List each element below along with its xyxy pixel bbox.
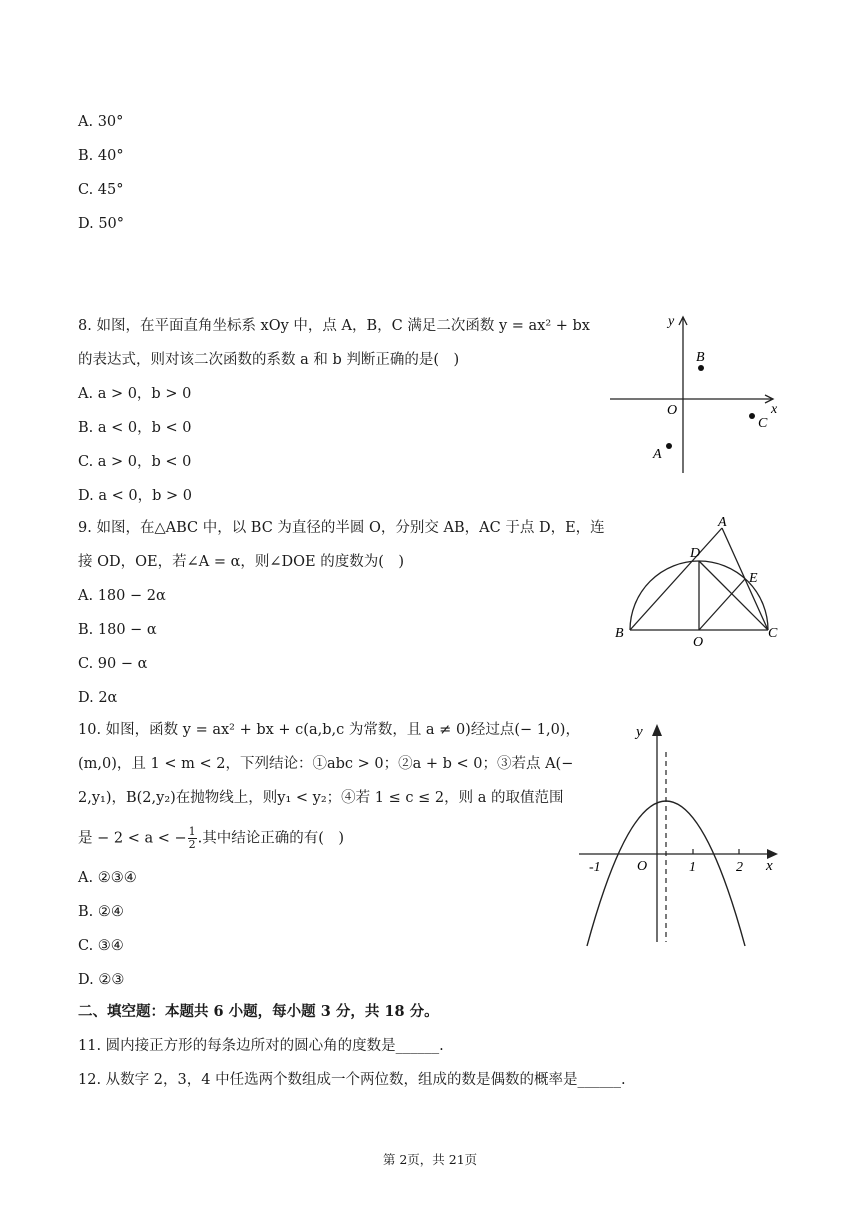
- q8-option-a: A. a > 0，b > 0: [78, 386, 192, 402]
- q9-point-c-label: C: [768, 626, 778, 641]
- q8-x-axis-label: x: [771, 402, 778, 417]
- q8-y-axis-label: y: [668, 314, 675, 329]
- q9-option-d: D. 2α: [78, 690, 118, 706]
- q10-stem-line2: (m,0)，且 1 < m < 2，下列结论：①abc > 0；②a + b < 0；③若点 A(−: [78, 756, 574, 772]
- q11-stem: 11. 圆内接正方形的每条边所对的圆心角的度数是______.: [78, 1038, 444, 1054]
- q10-stem-line1: 10. 如图，函数 y = ax² + bx + c(a,b,c 为常数，且 a ≠ 0)经过点(− 1,0)，: [78, 722, 580, 738]
- q9-figure: [610, 512, 785, 656]
- q10-fraction-numerator: 1: [188, 825, 196, 838]
- q9-point-a-label: A: [718, 515, 727, 530]
- q9-stem-line2: 接 OD，OE，若∠A = α，则∠DOE 的度数为( ): [78, 554, 405, 570]
- q7-option-c: C. 45°: [78, 182, 124, 198]
- q8-stem-line2: 的表达式，则对该二次函数的系数 a 和 b 判断正确的是( ): [78, 352, 460, 368]
- q10-stem-line4-pre: 是 − 2 < a < −: [78, 830, 187, 847]
- q10-y-axis-label: y: [636, 724, 643, 740]
- q10-tick-1: 1: [689, 860, 696, 875]
- q9-point-d-label: D: [690, 546, 701, 561]
- q8-point-a-label: A: [653, 447, 662, 462]
- q9-option-b: B. 180 − α: [78, 622, 157, 638]
- q9-point-o-label: O: [693, 635, 704, 650]
- q7-option-a: A. 30°: [78, 114, 124, 130]
- q8-point-c: [749, 413, 755, 419]
- q8-figure: [605, 305, 785, 484]
- q10-option-a: A. ②③④: [78, 870, 137, 886]
- page-footer: 第 2页，共 21页: [382, 1152, 478, 1167]
- q10-fraction-denominator: 2: [188, 838, 196, 851]
- q9-point-b-label: B: [615, 626, 624, 641]
- q10-stem-line4-post: .其中结论正确的有( ): [197, 830, 345, 847]
- q10-option-c: C. ③④: [78, 938, 124, 954]
- q10-x-axis-label: x: [766, 858, 773, 874]
- q10-fraction: [188, 826, 197, 851]
- q8-option-c: C. a > 0，b < 0: [78, 454, 192, 470]
- q7-option-b: B. 40°: [78, 148, 124, 164]
- q10-stem-line4: [78, 826, 344, 851]
- q10-option-b: B. ②④: [78, 904, 124, 920]
- q10-origin-label: O: [637, 859, 648, 874]
- q8-point-a: [666, 443, 672, 449]
- q8-stem-line1: 8. 如图，在平面直角坐标系 xOy 中，点 A，B，C 满足二次函数 y = ax² + bx: [78, 318, 590, 334]
- q9-option-c: C. 90 − α: [78, 656, 148, 672]
- q8-option-d: D. a < 0，b > 0: [78, 488, 192, 504]
- q10-tick-neg1: -1: [589, 860, 601, 875]
- q8-point-b: [698, 365, 704, 371]
- section2-heading: 二、填空题：本题共 6 小题，每小题 3 分，共 18 分。: [78, 1003, 439, 1020]
- q8-option-b: B. a < 0，b < 0: [78, 420, 192, 436]
- q10-option-d: D. ②③: [78, 972, 125, 988]
- q8-point-c-label: C: [758, 416, 768, 431]
- q10-stem-line3: 2,y₁)，B(2,y₂)在抛物线上，则y₁ < y₂；④若 1 ≤ c ≤ 2，则 a 的取值范围: [78, 790, 564, 806]
- q9-stem-line1: 9. 如图，在△ABC 中，以 BC 为直径的半圆 O，分别交 AB，AC 于点 D，E，连: [78, 520, 605, 536]
- q9-point-e-label: E: [749, 571, 758, 586]
- q9-option-a: A. 180 − 2α: [78, 588, 166, 604]
- q10-figure: [575, 718, 785, 954]
- q12-stem: 12. 从数字 2，3，4 中任选两个数组成一个两位数，组成的数是偶数的概率是______.: [78, 1072, 626, 1088]
- q10-tick-2: 2: [736, 860, 743, 875]
- q8-point-b-label: B: [696, 350, 705, 365]
- q8-origin-label: O: [667, 403, 678, 418]
- q7-option-d: D. 50°: [78, 216, 125, 232]
